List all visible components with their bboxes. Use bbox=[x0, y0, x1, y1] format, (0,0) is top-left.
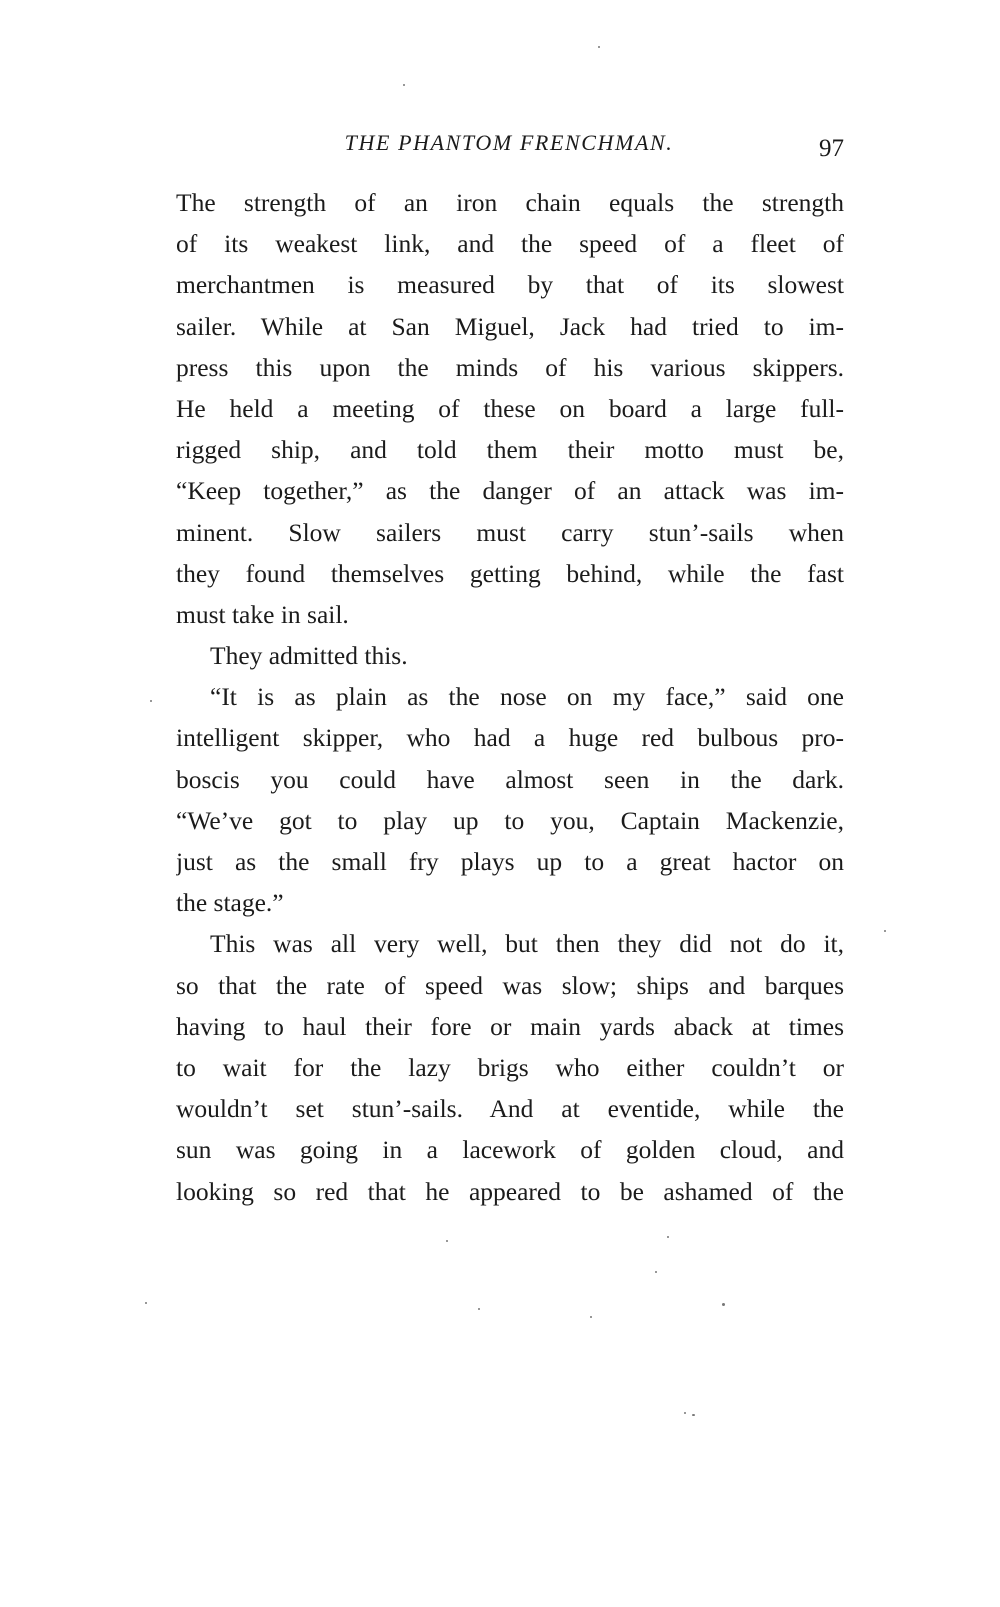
text-line: to wait for the lazy brigs who either couldn’t or bbox=[176, 1052, 844, 1082]
text-line: This was all very well, but then they did not do it, bbox=[210, 929, 844, 959]
scan-speck bbox=[692, 1414, 695, 1416]
text-line: rigged ship, and told them their motto must be, bbox=[176, 435, 844, 465]
text-line: “We’ve got to play up to you, Captain Mackenzie, bbox=[176, 805, 844, 835]
text-line: They admitted this. bbox=[210, 641, 408, 671]
text-line: minent. Slow sailers must carry stun’-sails when bbox=[176, 517, 844, 547]
scan-speck bbox=[478, 1308, 480, 1310]
scan-speck bbox=[145, 1302, 147, 1304]
text-line: looking so red that he appeared to be ashamed of the bbox=[176, 1176, 844, 1206]
text-line: the stage.” bbox=[176, 888, 284, 918]
text-line: of its weakest link, and the speed of a fleet of bbox=[176, 229, 844, 259]
text-line: boscis you could have almost seen in the dark. bbox=[176, 764, 844, 794]
text-line: “It is as plain as the nose on my face,” said one bbox=[210, 682, 844, 712]
text-line: sailer. While at San Miguel, Jack had tried to im- bbox=[176, 311, 844, 341]
text-line: so that the rate of speed was slow; ships and barques bbox=[176, 970, 844, 1000]
text-line: must take in sail. bbox=[176, 599, 349, 629]
text-line: wouldn’t set stun’-sails. And at eventide, while the bbox=[176, 1094, 844, 1124]
scan-speck bbox=[150, 700, 152, 702]
body-text bbox=[176, 182, 844, 1212]
text-line: He held a meeting of these on board a large full- bbox=[176, 393, 844, 423]
running-title: THE PHANTOM FRENCHMAN. bbox=[344, 130, 674, 155]
scan-speck bbox=[684, 1412, 686, 1414]
text-line: just as the small fry plays up to a great hactor on bbox=[176, 847, 844, 876]
text-line: merchantmen is measured by that of its slowest bbox=[176, 270, 844, 300]
scan-speck bbox=[598, 46, 600, 48]
scan-speck bbox=[722, 1303, 725, 1306]
scan-speck bbox=[667, 1236, 669, 1238]
text-line: The strength of an iron chain equals the strength bbox=[176, 188, 844, 217]
page-header bbox=[174, 126, 844, 160]
scan-speck bbox=[884, 930, 886, 932]
text-line: sun was going in a lacework of golden cloud, and bbox=[176, 1135, 844, 1165]
text-line: they found themselves getting behind, while the fast bbox=[176, 558, 844, 588]
scan-speck bbox=[655, 1271, 657, 1273]
text-line: having to haul their fore or main yards aback at times bbox=[176, 1011, 844, 1041]
page-number: 97 bbox=[819, 135, 844, 162]
text-line: “Keep together,” as the danger of an attack was im- bbox=[176, 476, 844, 506]
text-line: press this upon the minds of his various skippers. bbox=[176, 352, 844, 382]
scan-speck bbox=[403, 84, 405, 86]
text-line: intelligent skipper, who had a huge red bulbous pro- bbox=[176, 723, 844, 753]
scan-speck bbox=[446, 1240, 448, 1242]
scan-speck bbox=[590, 1316, 592, 1318]
